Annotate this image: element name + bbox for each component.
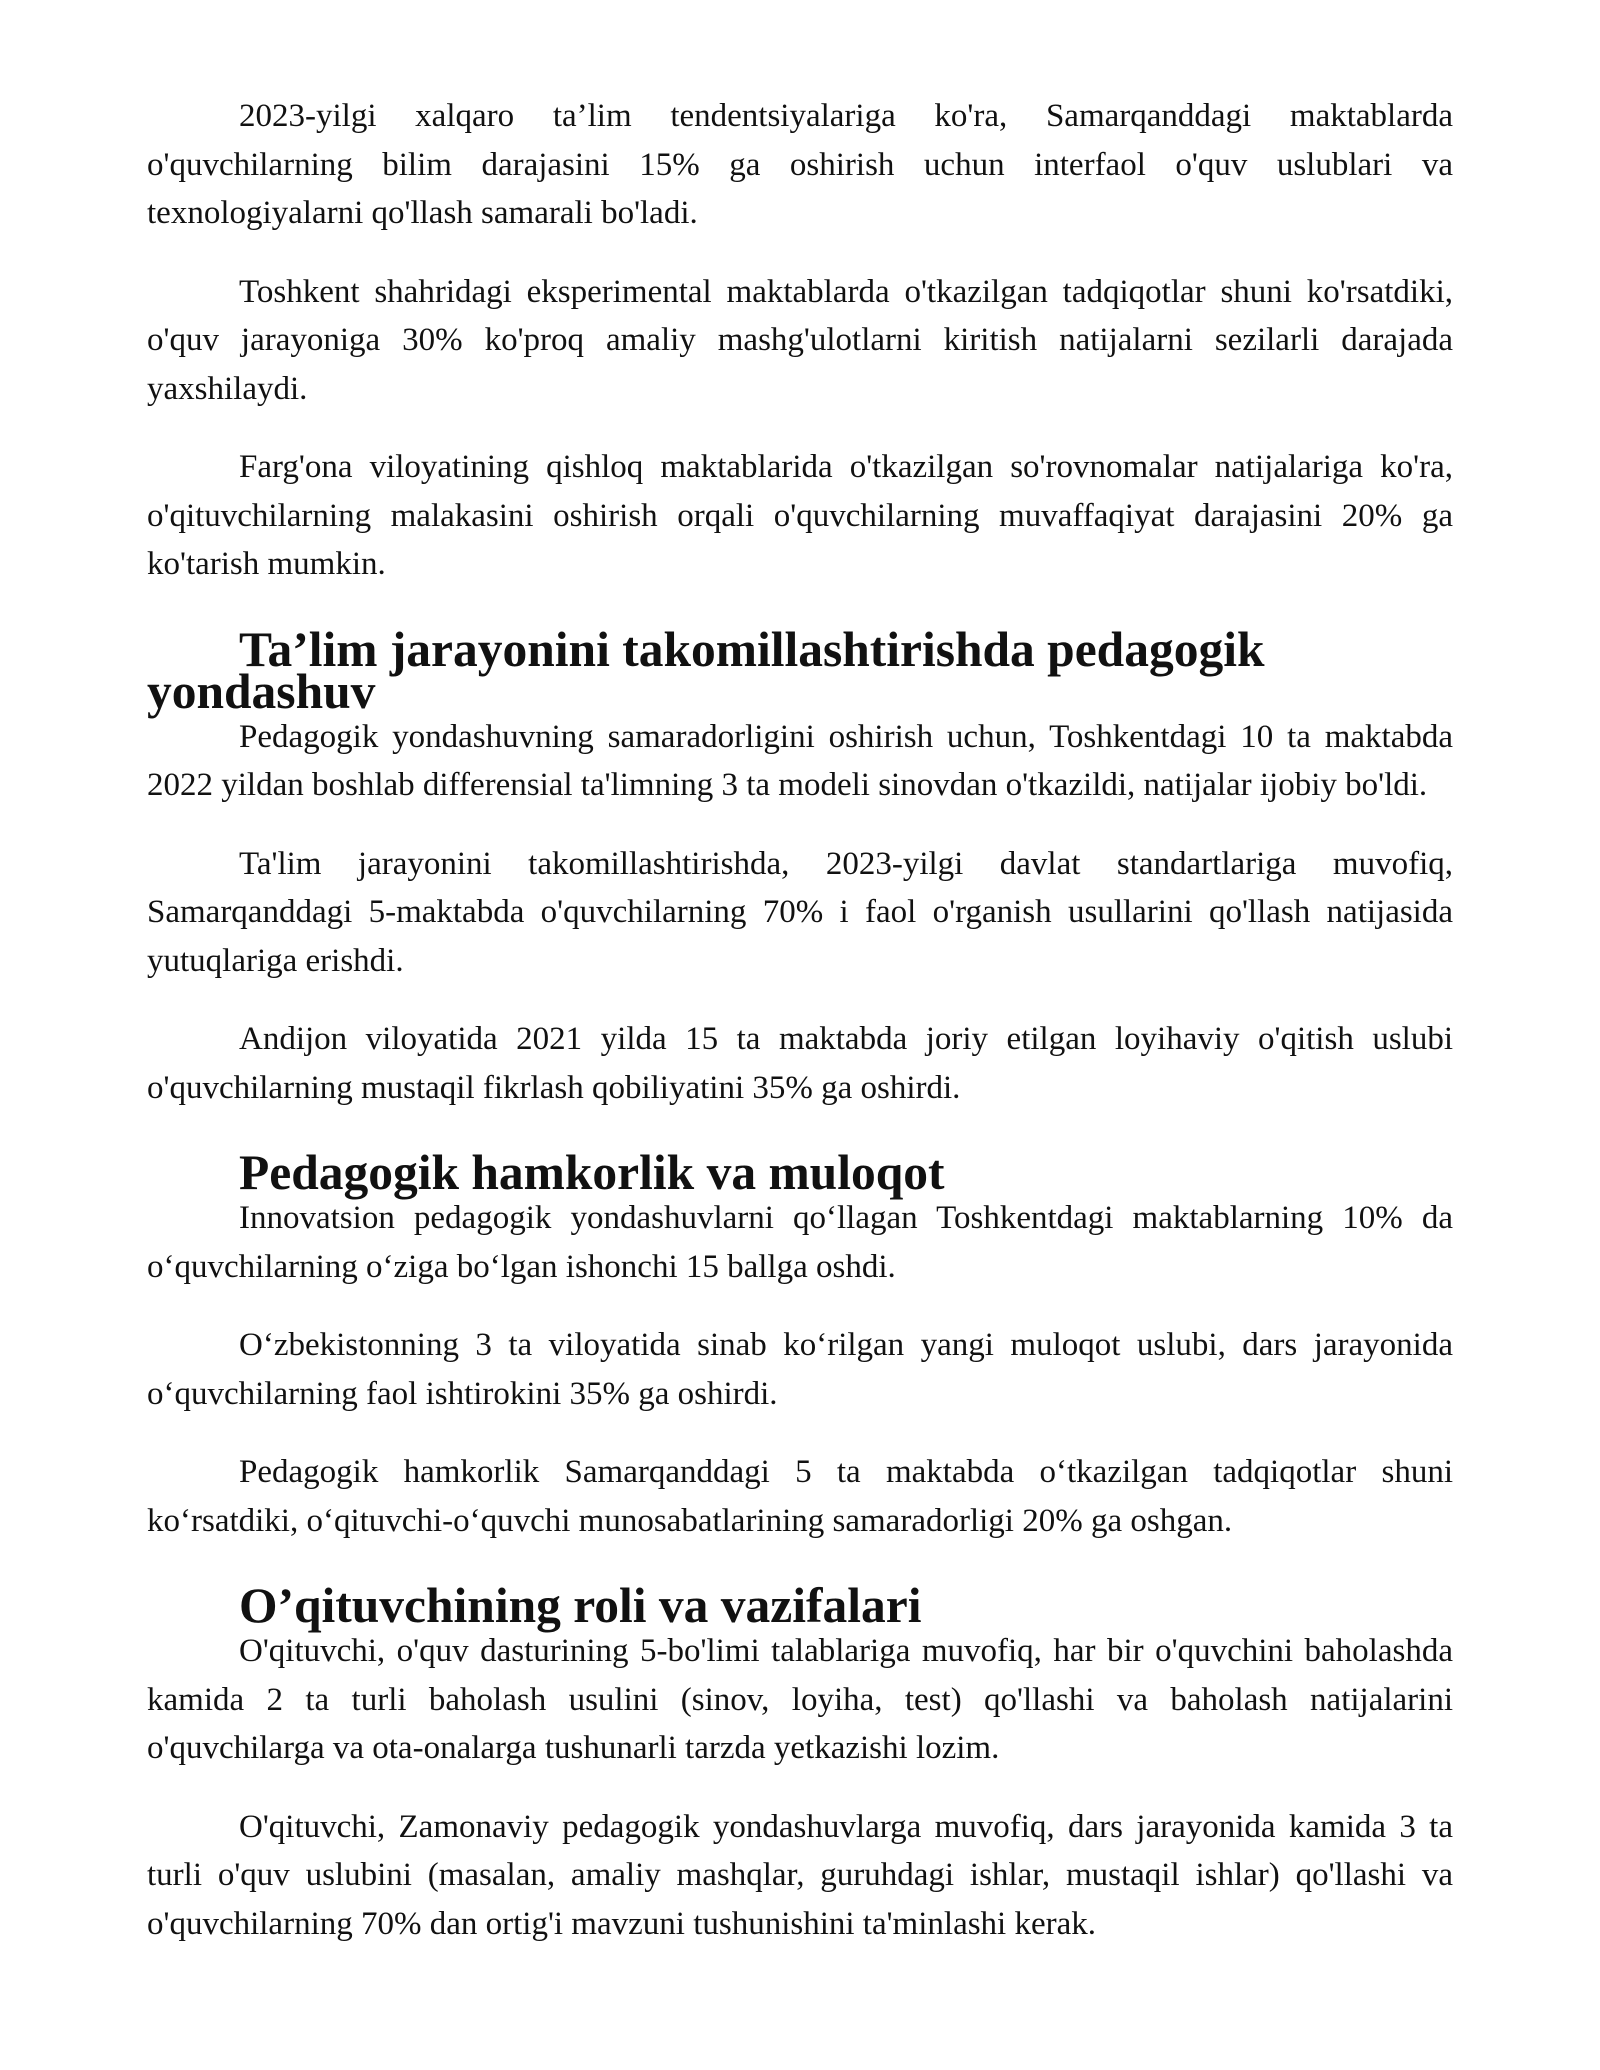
paragraph: Andijon viloyatida 2021 yilda 15 ta maktabda joriy etilgan loyihaviy o'qitish uslubi o'quvchilarning mustaqil fikrlash qobiliyatini 35% ga oshirdi. bbox=[147, 1021, 1453, 1106]
section-heading: Pedagogik hamkorlik va muloqot bbox=[239, 1145, 945, 1200]
paragraph: O‘zbekistonning 3 ta viloyatida sinab ko‘rilgan yangi muloqot uslubi, dars jarayonida o‘quvchilarning faol ishtirokini 35% ga oshirdi. bbox=[147, 1327, 1453, 1412]
section-heading: O’qituvchining roli va vazifalari bbox=[239, 1578, 922, 1633]
paragraph: Toshkent shahridagi eksperimental maktablarda o'tkazilgan tadqiqotlar shuni ko'rsatdiki, o'quv jarayoniga 30% ko'proq amaliy mashg'ulotlarni kiritish natijalarni sezilarli darajada yaxshilaydi. bbox=[147, 273, 1453, 407]
paragraph: Farg'ona viloyatining qishloq maktablarida o'tkazilgan so'rovnomalar natijalariga ko'ra, o'qituvchilarning malakasini oshirish orqali o'quvchilarning muvaffaqiyat darajasini 20% ga ko'tarish mumkin. bbox=[147, 449, 1453, 582]
paragraph: O'qituvchi, o'quv dasturining 5-bo'limi talablariga muvofiq, har bir o'quvchini baholashda kamida 2 ta turli baholash usulini (sinov, loyiha, test) qo'llashi va baholash natijalarini o'quvchilarga va ota-onalarga tushunarli tarzda yetkazishi lozim. bbox=[147, 1633, 1453, 1766]
paragraph: O'qituvchi, Zamonaviy pedagogik yondashuvlarga muvofiq, dars jarayonida kamida 3 ta turli o'quv uslubini (masalan, amaliy mashqlar, guruhdagi ishlar, mustaqil ishlar) qo'llashi va o'quvchilarning 70% dan ortig'i mavzuni tushunishini ta'minlashi kerak. bbox=[147, 1808, 1453, 1942]
paragraph: Pedagogik yondashuvning samaradorligini oshirish uchun, Toshkentdagi 10 ta maktabda 2022 yildan boshlab differensial ta'limning 3 ta modeli sinovdan o'tkazildi, natijalar ijobiy bo'ldi. bbox=[147, 718, 1453, 803]
paragraph: Ta'lim jarayonini takomillashtirishda, 2023-yilgi davlat standartlariga muvofiq, Samarqanddagi 5-maktabda o'quvchilarning 70% i faol o'rganish usullarini qo'llash natijasida yutuqlariga erishdi. bbox=[147, 845, 1453, 979]
paragraph: 2023-yilgi xalqaro ta’lim tendentsiyalariga ko'ra, Samarqanddagi maktablarda o'quvchilarning bilim darajasini 15% ga oshirish uchun interfaol o'quv uslublari va texnologiyalarni qo'llash samarali bo'ladi. bbox=[147, 98, 1453, 231]
paragraph: Innovatsion pedagogik yondashuvlarni qo‘llagan Toshkentdagi maktablarning 10% da o‘quvchilarning o‘ziga bo‘lgan ishonchi 15 ballga oshdi. bbox=[147, 1200, 1453, 1285]
paragraph: Pedagogik hamkorlik Samarqanddagi 5 ta maktabda o‘tkazilgan tadqiqotlar shuni ko‘rsatdiki, o‘qituvchi-o‘quvchi munosabatlarining samaradorligi 20% ga oshgan. bbox=[147, 1454, 1453, 1539]
section-heading: Ta’lim jarayonini takomillashtirishda pedagogik yondashuv bbox=[147, 621, 1265, 719]
document-page bbox=[147, 92, 1453, 1978]
